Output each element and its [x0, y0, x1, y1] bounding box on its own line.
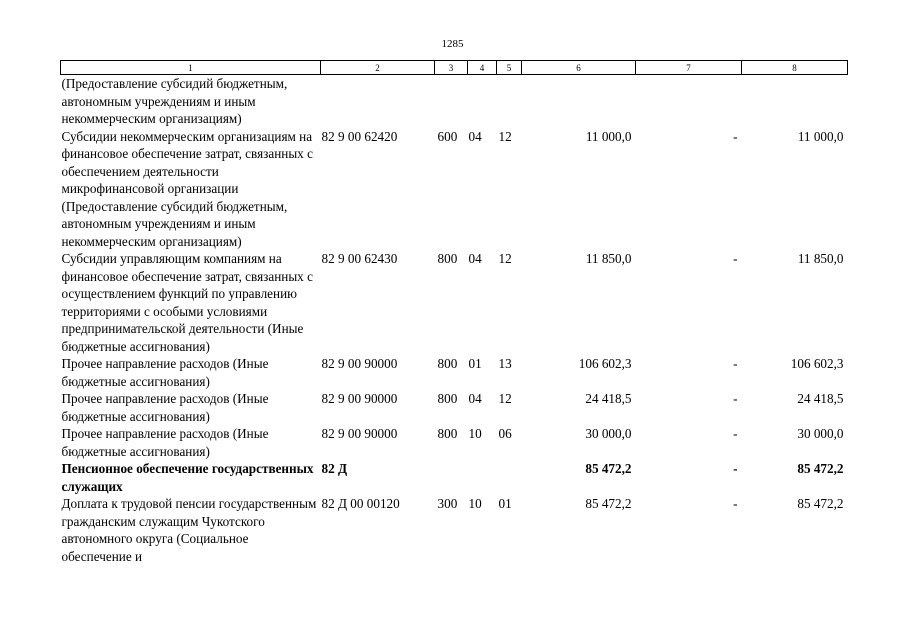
- subsection-code: 12: [498, 251, 512, 266]
- column-header: 1: [61, 61, 321, 75]
- amount-col7: -: [733, 128, 738, 144]
- budget-code: 82 9 00 62420: [321, 128, 398, 144]
- amount-col6: 106 602,3: [578, 356, 632, 371]
- amount-col6: [522, 75, 636, 128]
- row-description: Субсидии управляющим компаниям на финансовое обеспечение затрат, связанных с осуществлением функций по управлению территориями с особыми условиями предпринимательской деятельности (Иные бюджетные ассигнования): [61, 251, 313, 354]
- budget-code: 82 Д: [321, 461, 348, 476]
- page-number: 1285: [441, 38, 464, 50]
- row-description: Прочее направление расходов (Иные бюджетные ассигнования): [61, 391, 269, 424]
- section-code: [468, 460, 497, 495]
- table-row: [61, 460, 848, 495]
- row-description: (Предоставление субсидий бюджетным, автономным учреждениям и иным некоммерческим организациям): [61, 76, 288, 126]
- amount-col6: 11 000,0: [585, 128, 632, 144]
- section-code: 04: [468, 251, 482, 266]
- amount-col8: 11 000,0: [797, 128, 844, 144]
- row-description: Прочее направление расходов (Иные бюджетные ассигнования): [61, 356, 269, 389]
- expense-type-code: 800: [437, 391, 458, 406]
- amount-col7: -: [733, 461, 738, 476]
- column-header: 5: [497, 61, 522, 75]
- amount-col8: 30 000,0: [797, 426, 844, 441]
- expense-type-code: 800: [437, 251, 458, 266]
- budget-code: 82 9 00 62430: [321, 251, 398, 266]
- expense-type-code: 800: [437, 426, 458, 441]
- budget-table: [60, 60, 848, 565]
- subsection-code: 12: [498, 391, 512, 406]
- amount-col7: [636, 75, 742, 128]
- amount-col7: -: [733, 391, 738, 406]
- amount-col7: -: [733, 426, 738, 441]
- amount-col6: 11 850,0: [585, 251, 632, 266]
- column-header: 4: [468, 61, 497, 75]
- section-code: [468, 75, 497, 128]
- table-row: [61, 250, 848, 355]
- budget-code: 82 Д 00 00120: [321, 496, 400, 511]
- amount-col7: -: [733, 496, 738, 511]
- column-header: 2: [321, 61, 435, 75]
- budget-code: 82 9 00 90000: [321, 391, 398, 406]
- amount-col6: 24 418,5: [585, 391, 632, 406]
- section-code: 04: [468, 391, 482, 406]
- amount-col6: 30 000,0: [585, 426, 632, 441]
- amount-col8: 85 472,2: [797, 496, 844, 511]
- amount-col8: [742, 75, 848, 128]
- expense-type-code: 800: [437, 356, 458, 371]
- subsection-code: [497, 460, 522, 495]
- subsection-code: [497, 75, 522, 128]
- section-code: 01: [468, 356, 482, 371]
- column-header: 7: [636, 61, 742, 75]
- table-row: [61, 390, 848, 425]
- table-row: [61, 355, 848, 390]
- expense-type-code: 600: [437, 128, 458, 144]
- subsection-code: 06: [498, 426, 512, 441]
- subsection-code: 12: [498, 128, 512, 144]
- amount-col6: 85 472,2: [585, 496, 632, 511]
- table-header-row: [61, 61, 848, 75]
- expense-type-code: 300: [437, 496, 458, 511]
- row-description: Субсидии некоммерческим организациям на финансовое обеспечение затрат, связанных с обеспечением деятельности микрофинансовой организации (Предоставление субсидий бюджетным, автономным учреждениям и иным некоммерческим организациям): [61, 128, 313, 249]
- row-description: Пенсионное обеспечение государственных служащих: [61, 461, 314, 494]
- amount-col8: 11 850,0: [797, 251, 844, 266]
- column-header: 3: [435, 61, 468, 75]
- amount-col7: -: [733, 251, 738, 266]
- amount-col8: 24 418,5: [797, 391, 844, 406]
- budget-code: 82 9 00 90000: [321, 426, 398, 441]
- expense-type-code: [435, 75, 468, 128]
- section-code: 10: [468, 496, 482, 511]
- table-row: [61, 495, 848, 565]
- budget-code: 82 9 00 90000: [321, 356, 398, 371]
- table-row: [61, 128, 848, 251]
- section-code: 10: [468, 426, 482, 441]
- expense-type-code: [435, 460, 468, 495]
- subsection-code: 13: [498, 356, 512, 371]
- amount-col8: 85 472,2: [797, 461, 844, 476]
- budget-code: [321, 75, 435, 128]
- table-row: [61, 425, 848, 460]
- amount-col8: 106 602,3: [790, 356, 844, 371]
- table-row: [61, 75, 848, 128]
- column-header: 6: [522, 61, 636, 75]
- amount-col6: 85 472,2: [585, 461, 632, 476]
- amount-col7: -: [733, 356, 738, 371]
- section-code: 04: [468, 128, 482, 144]
- row-description: Прочее направление расходов (Иные бюджетные ассигнования): [61, 426, 269, 459]
- column-header: 8: [742, 61, 848, 75]
- row-description: Доплата к трудовой пенсии государственным гражданским служащим Чукотского автономного округа (Социальное обеспечение и: [61, 496, 317, 564]
- subsection-code: 01: [498, 496, 512, 511]
